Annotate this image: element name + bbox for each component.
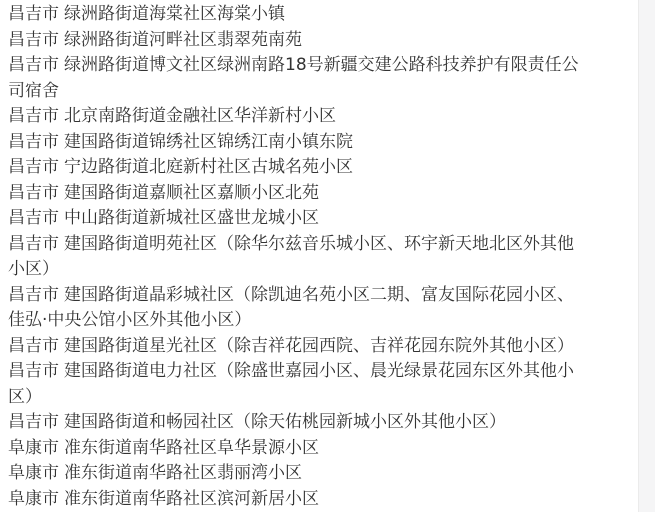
city-label: 阜康市 <box>8 488 59 509</box>
list-item <box>8 232 586 283</box>
address-label: 绿洲路街道海棠社区海棠小镇 <box>64 4 285 24</box>
list-item <box>8 155 586 181</box>
address-label: 建国路街道明苑社区（除华尔兹音乐城小区、环宇新天地北区外其他小区） <box>8 233 574 279</box>
city-label: 昌吉市 <box>8 106 59 126</box>
list-item <box>8 487 586 512</box>
address-label: 建国路街道锦绣社区锦绣江南小镇东院 <box>64 131 353 152</box>
city-label: 阜康市 <box>8 437 59 458</box>
address-label: 宁边路街道北庭新村社区古城名苑小区 <box>64 157 353 177</box>
city-label: 昌吉市 <box>8 29 59 50</box>
city-label: 昌吉市 <box>8 361 59 381</box>
list-item <box>8 410 586 436</box>
address-label: 建国路街道和畅园社区（除天佑桃园新城小区外其他小区） <box>64 412 506 432</box>
address-label: 建国路街道星光社区（除吉祥花园西院、吉祥花园东院外其他小区） <box>64 335 574 356</box>
city-label: 昌吉市 <box>8 4 59 24</box>
city-label: 昌吉市 <box>8 284 59 305</box>
address-label: 北京南路街道金融社区华洋新村小区 <box>64 106 336 126</box>
address-label: 绿洲路街道河畔社区翡翠苑南苑 <box>64 29 302 50</box>
city-label: 昌吉市 <box>8 233 59 254</box>
list-item <box>8 2 586 28</box>
scrollbar-track[interactable] <box>638 0 655 512</box>
list-item <box>8 104 586 130</box>
address-label: 准东街道南华路社区滨河新居小区 <box>64 488 319 509</box>
address-label: 绿洲路街道博文社区绿洲南路18号新疆交建公路科技养护有限责任公司宿舍 <box>8 55 579 101</box>
address-label: 建国路街道晶彩城社区（除凯迪名苑小区二期、富友国际花园小区、佳弘·中央公馆小区外其他小区） <box>8 284 574 330</box>
list-item <box>8 28 586 54</box>
address-label: 准东街道南华路社区阜华景源小区 <box>64 437 319 458</box>
city-label: 昌吉市 <box>8 131 59 152</box>
list-item <box>8 461 586 487</box>
address-label: 建国路街道电力社区（除盛世嘉园小区、晨光绿景花园东区外其他小区） <box>8 361 574 407</box>
city-label: 昌吉市 <box>8 335 59 356</box>
city-label: 昌吉市 <box>8 55 59 75</box>
list-item <box>8 334 586 360</box>
list-item <box>8 53 586 104</box>
address-label: 建国路街道嘉顺社区嘉顺小区北苑 <box>64 182 319 203</box>
list-item <box>8 181 586 207</box>
city-label: 昌吉市 <box>8 208 59 228</box>
list-item <box>8 436 586 462</box>
city-label: 昌吉市 <box>8 182 59 203</box>
list-item <box>8 130 586 156</box>
address-label: 中山路街道新城社区盛世龙城小区 <box>64 208 319 228</box>
list-item <box>8 283 586 334</box>
list-item <box>8 359 586 410</box>
city-label: 昌吉市 <box>8 157 59 177</box>
community-list <box>0 2 586 512</box>
list-item <box>8 206 586 232</box>
city-label: 阜康市 <box>8 463 59 483</box>
address-label: 准东街道南华路社区翡丽湾小区 <box>64 463 302 483</box>
city-label: 昌吉市 <box>8 412 59 432</box>
